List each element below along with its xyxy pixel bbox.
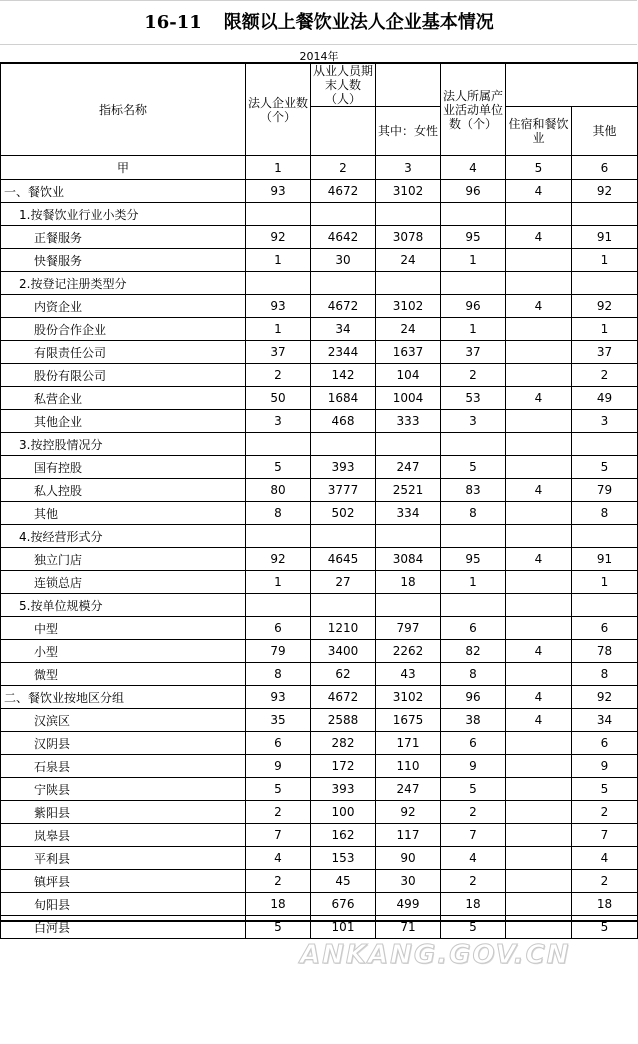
value-cell: 92 xyxy=(376,801,441,824)
value-cell xyxy=(506,755,572,778)
value-cell xyxy=(506,847,572,870)
index-cell: 4 xyxy=(441,156,506,180)
row-label: 3.按控股情况分 xyxy=(1,433,246,456)
value-cell: 8 xyxy=(441,663,506,686)
value-cell: 5 xyxy=(572,916,638,939)
table-row xyxy=(1,617,638,640)
table-row xyxy=(1,502,638,525)
value-cell: 3102 xyxy=(376,295,441,318)
value-cell: 53 xyxy=(441,387,506,410)
row-label: 1.按餐饮业行业小类分 xyxy=(1,203,246,226)
value-cell: 96 xyxy=(441,180,506,203)
row-label: 白河县 xyxy=(1,916,246,939)
value-cell xyxy=(506,778,572,801)
value-cell: 4 xyxy=(572,847,638,870)
row-label: 旬阳县 xyxy=(1,893,246,916)
row-label: 岚皋县 xyxy=(1,824,246,847)
value-cell: 2 xyxy=(246,801,311,824)
value-cell xyxy=(441,594,506,617)
value-cell: 30 xyxy=(311,249,376,272)
row-label: 4.按经营形式分 xyxy=(1,525,246,548)
value-cell: 8 xyxy=(572,663,638,686)
value-cell: 1 xyxy=(572,318,638,341)
value-cell xyxy=(506,893,572,916)
value-cell: 1 xyxy=(246,318,311,341)
value-cell xyxy=(572,433,638,456)
value-cell xyxy=(506,249,572,272)
row-label: 私人控股 xyxy=(1,479,246,502)
value-cell xyxy=(246,433,311,456)
value-cell: 499 xyxy=(376,893,441,916)
value-cell: 7 xyxy=(441,824,506,847)
value-cell xyxy=(441,433,506,456)
table-row xyxy=(1,433,638,456)
value-cell: 24 xyxy=(376,249,441,272)
row-label: 连锁总店 xyxy=(1,571,246,594)
header-other: 其他 xyxy=(572,107,638,156)
row-label: 快餐服务 xyxy=(1,249,246,272)
table-row xyxy=(1,916,638,939)
header-units-spacer-a xyxy=(506,63,572,107)
value-cell: 18 xyxy=(246,893,311,916)
table-row xyxy=(1,525,638,548)
value-cell: 1684 xyxy=(311,387,376,410)
index-cell: 6 xyxy=(572,156,638,180)
value-cell: 4 xyxy=(506,295,572,318)
row-label: 中型 xyxy=(1,617,246,640)
table-row xyxy=(1,272,638,295)
value-cell: 3 xyxy=(246,410,311,433)
value-cell xyxy=(506,364,572,387)
value-cell: 37 xyxy=(441,341,506,364)
value-cell: 93 xyxy=(246,686,311,709)
row-label: 一、餐饮业 xyxy=(1,180,246,203)
value-cell xyxy=(506,410,572,433)
value-cell: 1 xyxy=(572,571,638,594)
value-cell xyxy=(376,203,441,226)
header-units: 法人所属产业活动单位数（个） xyxy=(441,63,506,156)
value-cell: 1 xyxy=(441,318,506,341)
value-cell: 50 xyxy=(246,387,311,410)
value-cell: 5 xyxy=(246,916,311,939)
value-cell: 6 xyxy=(246,617,311,640)
value-cell: 1 xyxy=(572,249,638,272)
value-cell: 247 xyxy=(376,456,441,479)
value-cell: 282 xyxy=(311,732,376,755)
index-cell: 2 xyxy=(311,156,376,180)
value-cell: 8 xyxy=(246,663,311,686)
value-cell: 34 xyxy=(311,318,376,341)
value-cell: 676 xyxy=(311,893,376,916)
row-label: 镇坪县 xyxy=(1,870,246,893)
value-cell: 100 xyxy=(311,801,376,824)
table-row xyxy=(1,364,638,387)
value-cell xyxy=(572,525,638,548)
value-cell: 4672 xyxy=(311,686,376,709)
value-cell: 62 xyxy=(311,663,376,686)
value-cell: 96 xyxy=(441,686,506,709)
value-cell: 8 xyxy=(441,502,506,525)
value-cell: 38 xyxy=(441,709,506,732)
table-row xyxy=(1,732,638,755)
value-cell: 6 xyxy=(572,732,638,755)
value-cell: 2344 xyxy=(311,341,376,364)
value-cell: 4 xyxy=(506,686,572,709)
value-cell: 4 xyxy=(246,847,311,870)
table-row xyxy=(1,870,638,893)
value-cell: 8 xyxy=(572,502,638,525)
row-label: 宁陕县 xyxy=(1,778,246,801)
table-row xyxy=(1,548,638,571)
value-cell: 1210 xyxy=(311,617,376,640)
value-cell: 18 xyxy=(572,893,638,916)
value-cell: 2 xyxy=(441,364,506,387)
table-row xyxy=(1,341,638,364)
table-number: 16-11 xyxy=(144,12,202,33)
value-cell: 334 xyxy=(376,502,441,525)
value-cell: 37 xyxy=(246,341,311,364)
value-cell: 92 xyxy=(572,686,638,709)
value-cell: 4672 xyxy=(311,295,376,318)
value-cell: 92 xyxy=(572,180,638,203)
value-cell xyxy=(441,272,506,295)
value-cell: 1 xyxy=(246,249,311,272)
value-cell xyxy=(376,433,441,456)
value-cell: 110 xyxy=(376,755,441,778)
value-cell xyxy=(246,272,311,295)
value-cell: 172 xyxy=(311,755,376,778)
row-label: 其他企业 xyxy=(1,410,246,433)
value-cell: 24 xyxy=(376,318,441,341)
table-row xyxy=(1,640,638,663)
value-cell: 92 xyxy=(572,295,638,318)
index-cell: 1 xyxy=(246,156,311,180)
row-label: 平利县 xyxy=(1,847,246,870)
value-cell: 7 xyxy=(246,824,311,847)
value-cell: 2 xyxy=(246,364,311,387)
value-cell: 2 xyxy=(246,870,311,893)
value-cell: 3 xyxy=(441,410,506,433)
value-cell: 4 xyxy=(506,640,572,663)
data-table xyxy=(0,62,638,939)
value-cell: 1 xyxy=(441,249,506,272)
value-cell: 4 xyxy=(506,479,572,502)
value-cell: 78 xyxy=(572,640,638,663)
table-row xyxy=(1,226,638,249)
page-title xyxy=(0,8,638,34)
value-cell: 45 xyxy=(311,870,376,893)
value-cell: 797 xyxy=(376,617,441,640)
index-row xyxy=(1,156,638,180)
value-cell: 18 xyxy=(441,893,506,916)
row-label: 微型 xyxy=(1,663,246,686)
row-label: 私营企业 xyxy=(1,387,246,410)
table-row xyxy=(1,410,638,433)
header-enterprises: 法人企业数（个） xyxy=(246,63,311,156)
value-cell: 4 xyxy=(506,180,572,203)
table-title: 限额以上餐饮业法人企业基本情况 xyxy=(223,12,494,33)
value-cell xyxy=(506,801,572,824)
table-row xyxy=(1,755,638,778)
value-cell: 92 xyxy=(246,548,311,571)
value-cell: 6 xyxy=(441,617,506,640)
value-cell xyxy=(506,341,572,364)
value-cell: 4645 xyxy=(311,548,376,571)
value-cell xyxy=(506,433,572,456)
value-cell xyxy=(506,272,572,295)
value-cell: 7 xyxy=(572,824,638,847)
value-cell: 9 xyxy=(246,755,311,778)
top-border xyxy=(0,0,637,1)
value-cell: 9 xyxy=(572,755,638,778)
value-cell: 34 xyxy=(572,709,638,732)
index-cell: 3 xyxy=(376,156,441,180)
value-cell xyxy=(441,203,506,226)
table-row xyxy=(1,295,638,318)
value-cell: 2 xyxy=(441,801,506,824)
value-cell: 71 xyxy=(376,916,441,939)
value-cell: 83 xyxy=(441,479,506,502)
row-label: 股份有限公司 xyxy=(1,364,246,387)
value-cell: 162 xyxy=(311,824,376,847)
value-cell xyxy=(506,525,572,548)
value-cell xyxy=(246,203,311,226)
value-cell: 4 xyxy=(506,709,572,732)
value-cell: 247 xyxy=(376,778,441,801)
table-row xyxy=(1,847,638,870)
value-cell: 79 xyxy=(572,479,638,502)
value-cell: 2521 xyxy=(376,479,441,502)
value-cell: 1004 xyxy=(376,387,441,410)
row-label: 正餐服务 xyxy=(1,226,246,249)
row-label: 5.按单位规模分 xyxy=(1,594,246,617)
value-cell: 91 xyxy=(572,548,638,571)
value-cell: 9 xyxy=(441,755,506,778)
value-cell: 3102 xyxy=(376,686,441,709)
row-label: 独立门店 xyxy=(1,548,246,571)
value-cell xyxy=(506,617,572,640)
table-body xyxy=(1,156,638,939)
table-row xyxy=(1,709,638,732)
value-cell: 2262 xyxy=(376,640,441,663)
value-cell: 1637 xyxy=(376,341,441,364)
value-cell: 5 xyxy=(246,778,311,801)
value-cell: 90 xyxy=(376,847,441,870)
header-employees-spacer xyxy=(376,63,441,107)
table-row xyxy=(1,893,638,916)
value-cell xyxy=(441,525,506,548)
table-row xyxy=(1,318,638,341)
value-cell: 3102 xyxy=(376,180,441,203)
table-row xyxy=(1,686,638,709)
header-accommodation: 住宿和餐饮业 xyxy=(506,107,572,156)
value-cell: 95 xyxy=(441,548,506,571)
row-label: 二、餐饮业按地区分组 xyxy=(1,686,246,709)
value-cell: 35 xyxy=(246,709,311,732)
header-female: 其中：女性 xyxy=(376,107,441,156)
value-cell: 393 xyxy=(311,456,376,479)
value-cell xyxy=(506,594,572,617)
table-row xyxy=(1,203,638,226)
row-label: 国有控股 xyxy=(1,456,246,479)
value-cell: 80 xyxy=(246,479,311,502)
value-cell xyxy=(311,433,376,456)
value-cell xyxy=(506,456,572,479)
value-cell: 5 xyxy=(246,456,311,479)
value-cell: 91 xyxy=(572,226,638,249)
value-cell xyxy=(376,594,441,617)
value-cell xyxy=(506,571,572,594)
table-row xyxy=(1,479,638,502)
table-row xyxy=(1,456,638,479)
table-row xyxy=(1,824,638,847)
table-row xyxy=(1,571,638,594)
table-row xyxy=(1,663,638,686)
value-cell: 393 xyxy=(311,778,376,801)
value-cell xyxy=(246,525,311,548)
value-cell xyxy=(506,824,572,847)
header-name: 指标名称 xyxy=(1,63,246,156)
value-cell xyxy=(246,594,311,617)
row-label: 小型 xyxy=(1,640,246,663)
value-cell xyxy=(506,870,572,893)
value-cell: 3078 xyxy=(376,226,441,249)
value-cell xyxy=(572,594,638,617)
row-label: 汉阴县 xyxy=(1,732,246,755)
value-cell: 117 xyxy=(376,824,441,847)
value-cell xyxy=(506,203,572,226)
value-cell: 4 xyxy=(506,226,572,249)
value-cell xyxy=(572,272,638,295)
value-cell xyxy=(506,318,572,341)
value-cell xyxy=(572,203,638,226)
table-row xyxy=(1,594,638,617)
value-cell xyxy=(311,272,376,295)
value-cell: 4672 xyxy=(311,180,376,203)
value-cell xyxy=(506,502,572,525)
value-cell: 2 xyxy=(572,801,638,824)
table-row xyxy=(1,387,638,410)
value-cell: 2 xyxy=(572,364,638,387)
table-row xyxy=(1,801,638,824)
value-cell: 153 xyxy=(311,847,376,870)
value-cell: 3777 xyxy=(311,479,376,502)
header-units-spacer-b xyxy=(572,63,638,107)
value-cell: 5 xyxy=(572,778,638,801)
value-cell: 93 xyxy=(246,180,311,203)
value-cell: 333 xyxy=(376,410,441,433)
value-cell: 3084 xyxy=(376,548,441,571)
value-cell xyxy=(506,732,572,755)
value-cell: 1 xyxy=(441,571,506,594)
value-cell: 2 xyxy=(572,870,638,893)
value-cell: 502 xyxy=(311,502,376,525)
value-cell: 18 xyxy=(376,571,441,594)
year-label: 2014年 xyxy=(299,50,339,63)
row-label: 内资企业 xyxy=(1,295,246,318)
value-cell: 95 xyxy=(441,226,506,249)
value-cell: 5 xyxy=(441,916,506,939)
row-label: 汉滨区 xyxy=(1,709,246,732)
value-cell: 43 xyxy=(376,663,441,686)
value-cell: 5 xyxy=(572,456,638,479)
value-cell xyxy=(376,272,441,295)
value-cell: 1 xyxy=(246,571,311,594)
value-cell: 4 xyxy=(506,387,572,410)
value-cell xyxy=(506,663,572,686)
row-label: 石泉县 xyxy=(1,755,246,778)
value-cell: 2588 xyxy=(311,709,376,732)
table-row xyxy=(1,778,638,801)
value-cell xyxy=(311,525,376,548)
value-cell: 96 xyxy=(441,295,506,318)
value-cell: 142 xyxy=(311,364,376,387)
value-cell: 82 xyxy=(441,640,506,663)
index-cell: 甲 xyxy=(1,156,246,180)
value-cell: 6 xyxy=(572,617,638,640)
value-cell: 104 xyxy=(376,364,441,387)
table-bottom-border xyxy=(0,920,637,922)
value-cell: 4642 xyxy=(311,226,376,249)
value-cell: 2 xyxy=(441,870,506,893)
value-cell: 5 xyxy=(441,778,506,801)
value-cell xyxy=(506,916,572,939)
value-cell: 6 xyxy=(441,732,506,755)
row-label: 紫阳县 xyxy=(1,801,246,824)
value-cell: 3400 xyxy=(311,640,376,663)
value-cell: 4 xyxy=(506,548,572,571)
value-cell: 79 xyxy=(246,640,311,663)
row-label: 2.按登记注册类型分 xyxy=(1,272,246,295)
value-cell: 30 xyxy=(376,870,441,893)
row-label: 其他 xyxy=(1,502,246,525)
value-cell xyxy=(376,525,441,548)
row-label: 有限责任公司 xyxy=(1,341,246,364)
value-cell: 93 xyxy=(246,295,311,318)
value-cell: 101 xyxy=(311,916,376,939)
value-cell: 1675 xyxy=(376,709,441,732)
value-cell xyxy=(311,594,376,617)
header-employees-total-spacer xyxy=(311,107,376,156)
row-label: 股份合作企业 xyxy=(1,318,246,341)
value-cell: 92 xyxy=(246,226,311,249)
value-cell: 4 xyxy=(441,847,506,870)
value-cell: 5 xyxy=(441,456,506,479)
value-cell: 3 xyxy=(572,410,638,433)
value-cell: 8 xyxy=(246,502,311,525)
site-watermark: ANKANG.GOV.CN xyxy=(300,940,571,970)
value-cell: 49 xyxy=(572,387,638,410)
value-cell xyxy=(311,203,376,226)
index-cell: 5 xyxy=(506,156,572,180)
table-row xyxy=(1,180,638,203)
table-row xyxy=(1,249,638,272)
value-cell: 27 xyxy=(311,571,376,594)
value-cell: 468 xyxy=(311,410,376,433)
header-employees: 从业人员期末人数（人） xyxy=(311,63,376,107)
value-cell: 171 xyxy=(376,732,441,755)
value-cell: 6 xyxy=(246,732,311,755)
value-cell: 37 xyxy=(572,341,638,364)
